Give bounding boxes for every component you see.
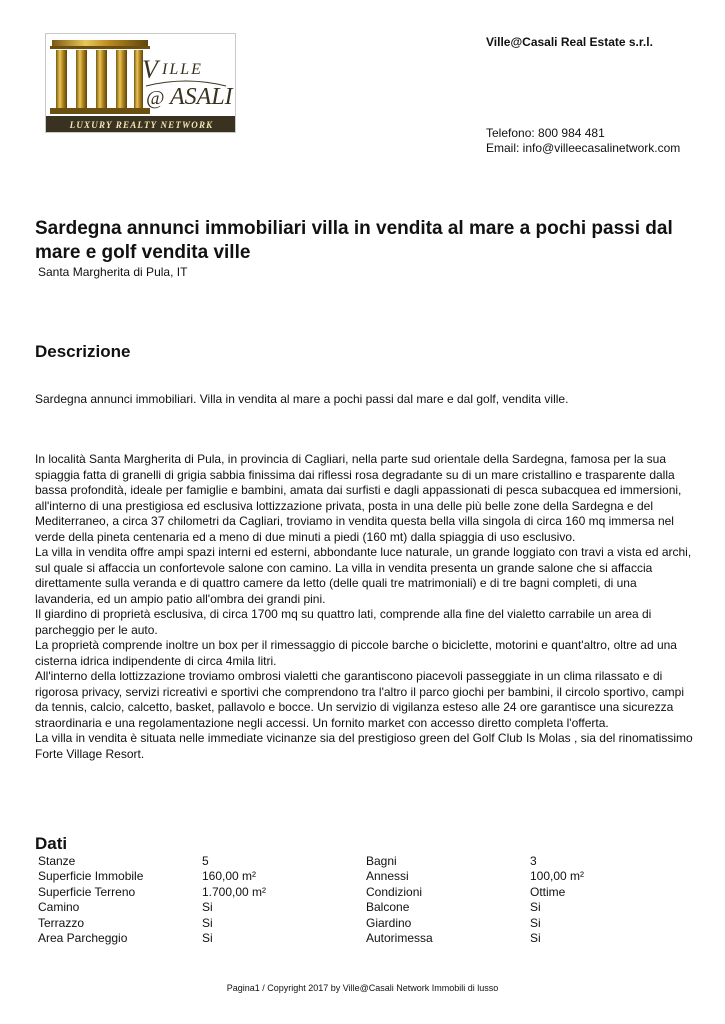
field-value: Si <box>530 915 541 930</box>
field-label: Camino <box>38 900 80 915</box>
table-row <box>35 916 677 931</box>
table-row <box>35 931 677 946</box>
description-body <box>35 452 695 762</box>
logo-tagline: LUXURY REALTY NETWORK <box>46 116 236 133</box>
table-row <box>35 885 677 900</box>
field-value: 100,00 m² <box>530 869 585 884</box>
description-paragraph: In località Santa Margherita di Pula, in provincia di Cagliari, nella parte sud orientale della Sardegna, famosa per la sua spiaggia fatta di granelli di grigia sabbia finissima dai riflessi rosa degradante su di un mare cristallino e trasparente dalla bassa profondità, ideale per famiglie e bambini, amata dai surfisti e dagli appassionati di pesca subacquea ed immersioni, all'interno di una prestigiosa ed esclusiva lottizzazione privata, posta in una delle più belle zone della Sardegna e del Mediterraneo, a circa 37 chilometri da Cagliari, troviamo in vendita questa bella villa singola di circa 160 mq immersa nel verde della pineta centenaria ed a meno di due minuti a piedi (160 mt) dalla spiaggia di uso esclusivo. <box>35 452 682 544</box>
table-row <box>35 869 677 884</box>
description-heading: Descrizione <box>35 342 131 361</box>
phone-number: Telefono: 800 984 481 <box>486 126 605 140</box>
field-value: Si <box>530 900 541 915</box>
field-label: Area Parcheggio <box>38 931 128 946</box>
field-label: Bagni <box>366 854 397 868</box>
description-paragraph: La villa in vendita offre ampi spazi interni ed esterni, abbondante luce naturale, un grande loggiato con travi a vista ed archi, sul quale si affaccia un confortevole salone con camino. La villa in vendita presenta un grande salone che si affaccia direttamente sulla veranda e di quattro camere da letto (delle quali tre matrimoniali) e di tre bagni completi, di una lavanderia, ed un ampio patio all'ombra dei grandi pini. <box>35 545 692 606</box>
description-paragraph: La proprietà comprende inoltre un box per il rimessaggio di piccole barche o biciclette, motorini e quant'altro, oltre ad una cisterna idrica indipendente di circa 4mila litri. <box>35 638 677 668</box>
table-row <box>35 900 677 915</box>
listing-title: Sardegna annunci immobiliari villa in vendita al mare a pochi passi dal mare e golf vendita ville <box>35 218 673 263</box>
svg-text:ASALI: ASALI <box>170 84 233 110</box>
table-row <box>35 854 677 869</box>
field-label: Condizioni <box>366 884 423 899</box>
logo-columns-graphic <box>46 34 236 116</box>
field-label: Superficie Immobile <box>38 869 144 884</box>
dati-heading: Dati <box>35 834 68 853</box>
svg-text:@: @ <box>146 87 165 109</box>
company-logo <box>45 33 236 133</box>
field-label: Autorimessa <box>366 931 433 946</box>
description-intro: Sardegna annunci immobiliari. Villa in vendita al mare a pochi passi dal mare e dal golf, vendita ville. <box>35 392 569 406</box>
field-value: Si <box>530 931 541 946</box>
svg-text:V: V <box>142 55 158 84</box>
field-value: 5 <box>202 854 209 868</box>
field-value: 1.700,00 m² <box>202 884 267 899</box>
field-value: Si <box>202 931 213 946</box>
description-paragraph: Il giardino di proprietà esclusiva, di circa 1700 mq su quattro lati, comprende alla fine del vialetto carrabile un area di parcheggio per le auto. <box>35 607 652 637</box>
description-paragraph: La villa in vendita è situata nelle immediate vicinanze sia del prestigioso green del Golf Club Is Molas , sia del rinomatissimo Forte Village Resort. <box>35 731 693 761</box>
listing-location: Santa Margherita di Pula, IT <box>38 265 188 279</box>
field-value: 160,00 m² <box>202 869 257 884</box>
field-label: Giardino <box>366 915 412 930</box>
company-name: Ville@Casali Real Estate s.r.l. <box>486 35 653 49</box>
email-address: Email: info@villeecasalinetwork.com <box>486 141 681 155</box>
field-value: Ottime <box>530 884 566 899</box>
field-value: 3 <box>530 854 537 868</box>
page-footer: Pagina1 / Copyright 2017 by Ville@Casali Network Immobili di lusso <box>226 983 499 993</box>
field-label: Annessi <box>366 869 409 884</box>
field-value: Si <box>202 900 213 915</box>
contact-info <box>486 126 680 156</box>
svg-text:ILLE: ILLE <box>162 61 203 78</box>
description-paragraph: All'interno della lottizzazione troviamo ombrosi vialetti che garantiscono piacevoli passeggiate in un clima rilassato e di rigorosa privacy, servizi ricreativi e sportivi che comprendono tra l'altro il parco giochi per bambini, il circolo sportivo, campi da tennis, calcio, calcetto, basket, pallavolo e bocce. Un servizio di vigilanza esteso alle 24 ore garantisce una sicurezza straordinaria e una regolamentazione negli accessi. Un fornito market con accesso diretto completa l'offerta. <box>35 669 684 730</box>
field-label: Balcone <box>366 900 410 915</box>
field-label: Superficie Terreno <box>38 884 136 899</box>
field-label: Stanze <box>38 854 76 868</box>
field-label: Terrazzo <box>38 915 85 930</box>
field-value: Si <box>202 915 213 930</box>
property-data-table <box>35 854 677 946</box>
